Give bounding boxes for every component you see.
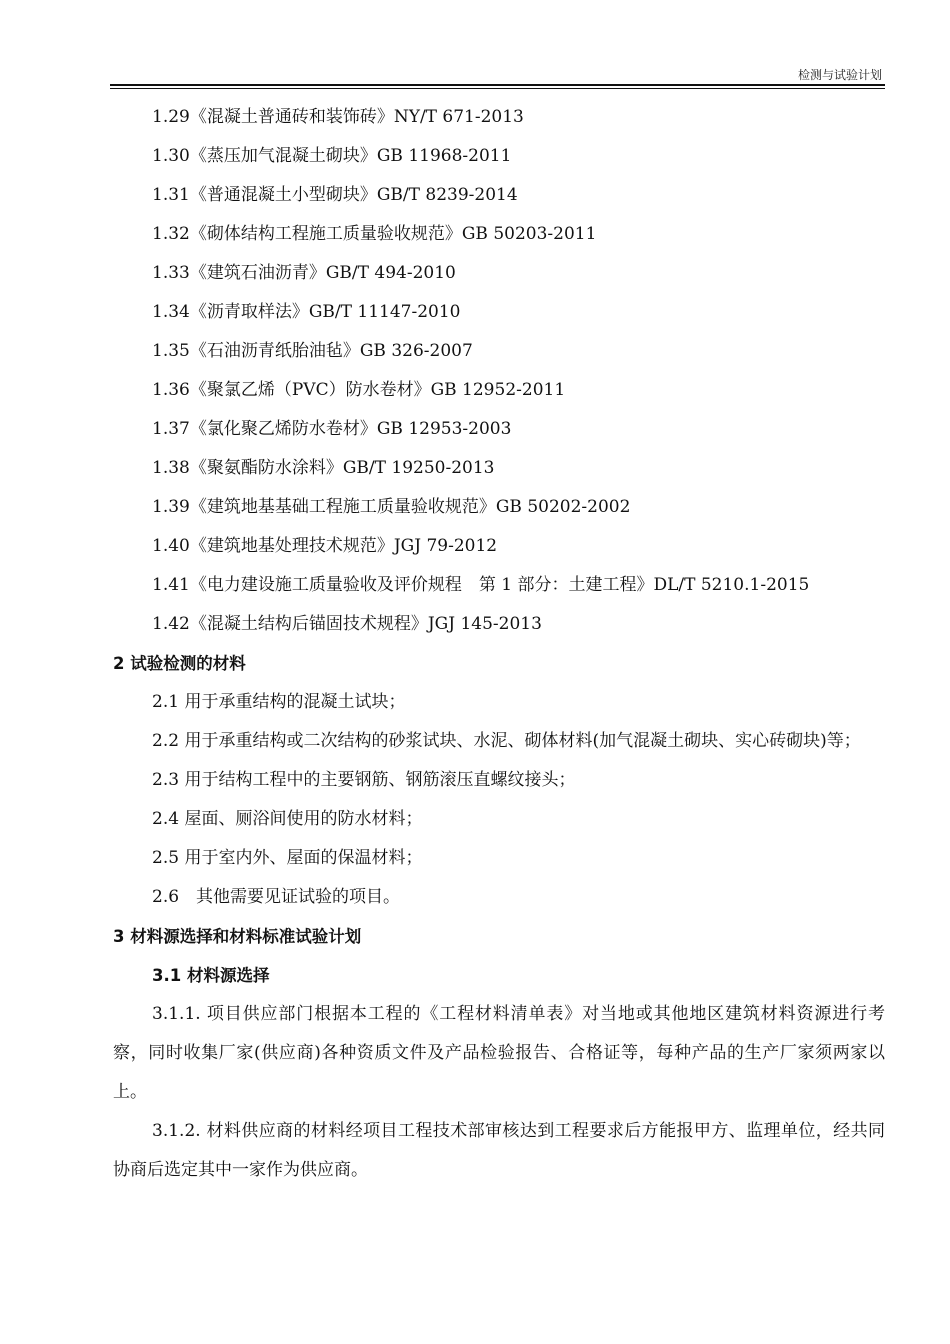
section-3-1-heading: 3.1 材料源选择 — [152, 966, 270, 985]
standard-item: 1.30《蒸压加气混凝土砌块》GB 11968-2011 — [152, 146, 512, 166]
material-item: 2.5 用于室内外、屋面的保温材料； — [152, 848, 423, 868]
header-rule — [110, 84, 885, 89]
body-paragraph: 3.1.1. 项目供应部门根据本工程的《工程材料清单表》对当地或其他地区建筑材料资源进行考察，同时收集厂家(供应商)各种资质文件及产品检验报告、合格证等，每种产品的生产厂家须两家以上。 — [113, 1004, 885, 1102]
material-item: 2.1 用于承重结构的混凝土试块； — [152, 692, 406, 712]
document-body — [113, 98, 885, 1190]
material-item: 2.6 其他需要见证试验的项目。 — [152, 887, 401, 907]
standard-item: 1.39《建筑地基基础工程施工质量验收规范》GB 50202-2002 — [152, 497, 631, 517]
standard-item: 1.41《电力建设施工质量验收及评价规程 第 1 部分：土建工程》DL/T 5210.1-2015 — [152, 575, 810, 595]
section-3-heading: 3 材料源选择和材料标准试验计划 — [113, 927, 362, 946]
standard-item: 1.35《石油沥青纸胎油毡》GB 326-2007 — [152, 341, 473, 361]
standard-item: 1.34《沥青取样法》GB/T 11147-2010 — [152, 302, 461, 322]
standard-item: 1.42《混凝土结构后锚固技术规程》JGJ 145-2013 — [152, 614, 542, 634]
section-2-heading: 2 试验检测的材料 — [113, 654, 246, 673]
standard-item: 1.40《建筑地基处理技术规范》JGJ 79-2012 — [152, 536, 498, 556]
standard-item: 1.33《建筑石油沥青》GB/T 494-2010 — [152, 263, 456, 283]
standard-item: 1.31《普通混凝土小型砌块》GB/T 8239-2014 — [152, 185, 518, 205]
standard-item: 1.38《聚氨酯防水涂料》GB/T 19250-2013 — [152, 458, 495, 478]
body-paragraph: 3.1.2. 材料供应商的材料经项目工程技术部审核达到工程要求后方能报甲方、监理单位，经共同协商后选定其中一家作为供应商。 — [113, 1121, 885, 1180]
standard-item: 1.32《砌体结构工程施工质量验收规范》GB 50203-2011 — [152, 224, 597, 244]
standard-item: 1.36《聚氯乙烯（PVC）防水卷材》GB 12952-2011 — [152, 380, 566, 400]
standard-item: 1.29《混凝土普通砖和装饰砖》NY/T 671-2013 — [152, 107, 524, 127]
material-item: 2.4 屋面、厕浴间使用的防水材料； — [152, 809, 423, 829]
standard-item: 1.37《氯化聚乙烯防水卷材》GB 12953-2003 — [152, 419, 512, 439]
page-header-title: 检测与试验计划 — [797, 68, 882, 82]
material-item: 2.2 用于承重结构或二次结构的砂浆试块、水泥、砌体材料(加气混凝土砌块、实心砖砌块)等； — [152, 731, 861, 751]
material-item: 2.3 用于结构工程中的主要钢筋、钢筋滚压直螺纹接头； — [152, 770, 576, 790]
